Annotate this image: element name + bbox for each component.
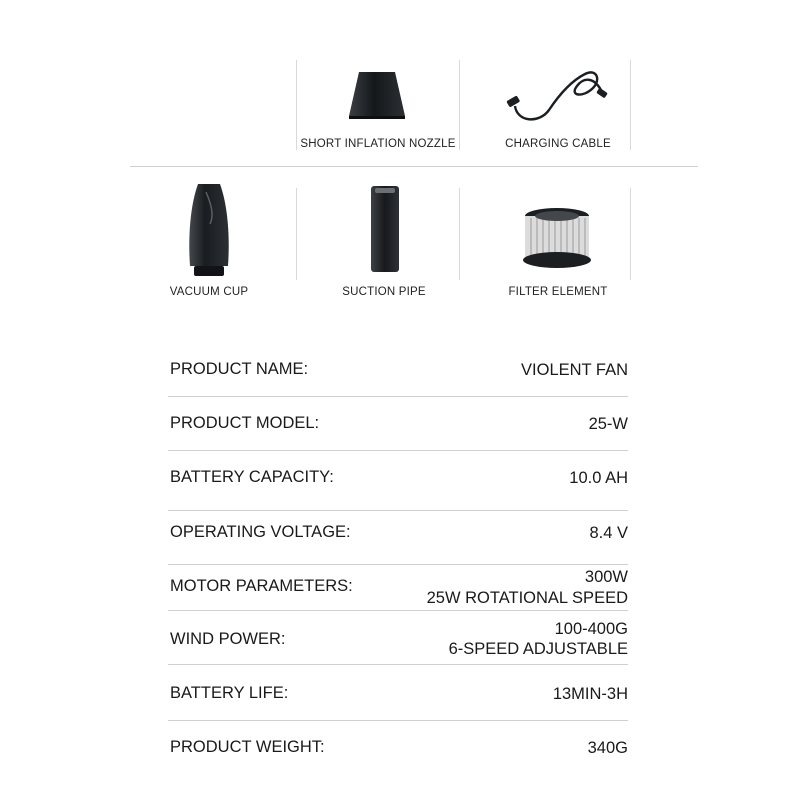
accessory-label: CHARGING CABLE [505, 138, 611, 150]
spec-row [168, 664, 628, 721]
spec-key: BATTERY CAPACITY: [170, 468, 334, 486]
accessory-label: FILTER ELEMENT [508, 286, 608, 298]
spec-value: 300W [584, 568, 628, 586]
spec-value: 13MIN-3H [552, 685, 628, 703]
accessory-filter [477, 176, 639, 316]
accessory-label: SUCTION PIPE [342, 286, 426, 298]
spec-key: OPERATING VOLTAGE: [170, 523, 351, 541]
spec-row [168, 510, 628, 565]
accessory-nozzle [297, 40, 459, 180]
vacuum-cup-icon [128, 176, 290, 280]
spec-key: WIND POWER: [170, 630, 286, 648]
suction-pipe-icon [303, 176, 465, 280]
spec-row [168, 720, 628, 776]
cable-icon [477, 40, 639, 140]
spec-key: PRODUCT NAME: [170, 360, 309, 378]
spec-value: 6-SPEED ADJUSTABLE [448, 640, 628, 658]
spec-row [168, 564, 628, 611]
spec-value: 8.4 V [589, 524, 628, 542]
accessory-suction-pipe [303, 176, 465, 316]
spec-row [168, 610, 628, 665]
spec-value: 25-W [588, 415, 628, 433]
accessory-cable [477, 40, 639, 180]
accessory-label: SHORT INFLATION NOZZLE [300, 138, 456, 150]
spec-row [168, 346, 628, 397]
spec-value: 25W ROTATIONAL SPEED [426, 589, 628, 607]
spec-key: PRODUCT WEIGHT: [170, 738, 325, 756]
spec-key: BATTERY LIFE: [170, 684, 289, 702]
spec-value: 340G [587, 739, 628, 757]
spec-row [168, 450, 628, 511]
spec-key: PRODUCT MODEL: [170, 414, 320, 432]
spec-value: 100-400G [554, 620, 628, 638]
accessory-label: VACUUM CUP [169, 286, 249, 298]
spec-key: MOTOR PARAMETERS: [170, 577, 353, 595]
divider [459, 60, 460, 150]
filter-icon [477, 176, 639, 280]
spec-row [168, 396, 628, 451]
nozzle-icon [297, 40, 459, 140]
spec-value: 10.0 AH [569, 469, 628, 487]
accessory-vacuum-cup [128, 176, 290, 316]
divider [296, 188, 297, 280]
spec-value: VIOLENT FAN [521, 361, 628, 379]
